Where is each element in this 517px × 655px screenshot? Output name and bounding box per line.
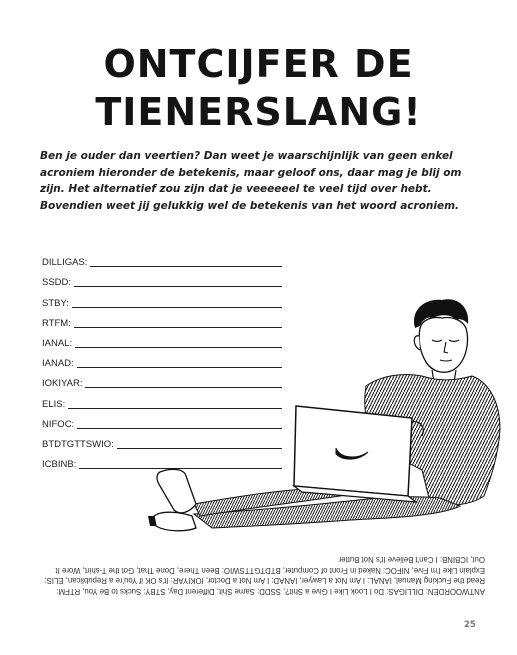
- field-label: STBY:: [42, 297, 69, 309]
- field-label: ELIS:: [42, 398, 66, 410]
- title-line-1: ONTCIJFER DE: [103, 42, 414, 86]
- field-label: IOKIYAR:: [42, 378, 83, 390]
- intro-paragraph: Ben je ouder dan veertien? Dan weet je waarschijnlijk van geen enkel acroniem hieronder de betekenis, maar geloof ons, daar mag je blij om zijn. Het alternatief zou zijn dat je veeeeeel te veel tijd over hebt. Bovendien weet jij gelukkig wel de betekenis van het woord acroniem.: [40, 150, 462, 212]
- field-dilligas: [42, 248, 282, 268]
- page-number: 25: [464, 620, 476, 630]
- field-label: DILLIGAS:: [42, 257, 88, 269]
- title-line-2: TIENERSLANG!: [95, 90, 422, 134]
- field-label: SSDD:: [42, 277, 72, 289]
- answer-line[interactable]: [90, 258, 282, 267]
- field-label: RTFM:: [42, 317, 71, 329]
- answer-key: ANTWOORDEN: DILLIGAS: Do I Look Like I Give a Shit?, SSDD: Same Shit, Different Day, STBY: Sucks to Be You, RTFM: Read the Fucking Manual, IANAL: I Am Not a Lawyer, IANAD: I Am Not a Doctor, IOKIYAR: It's OK if You're a Republican, ELIS: Explain Like I'm Five, NIFOC: Naked in Front of Computer, BTDTGTTSWIO: Been There, Done That, Got the T-shirt, Wore It Out, ICBINB: I Can't Believe It's Not Butter: [44, 555, 485, 596]
- page-title: [0, 40, 517, 136]
- field-label: NIFOC:: [42, 418, 75, 430]
- field-label: BTDTGTTSWIO:: [42, 438, 114, 450]
- field-label: IANAL:: [42, 337, 73, 349]
- field-label: IANAD:: [42, 358, 74, 370]
- field-label: ICBINB:: [42, 459, 77, 471]
- field-ssdd: [42, 268, 282, 288]
- answer-line[interactable]: [74, 278, 282, 287]
- hairy-man-laptop-illustration: [140, 290, 510, 540]
